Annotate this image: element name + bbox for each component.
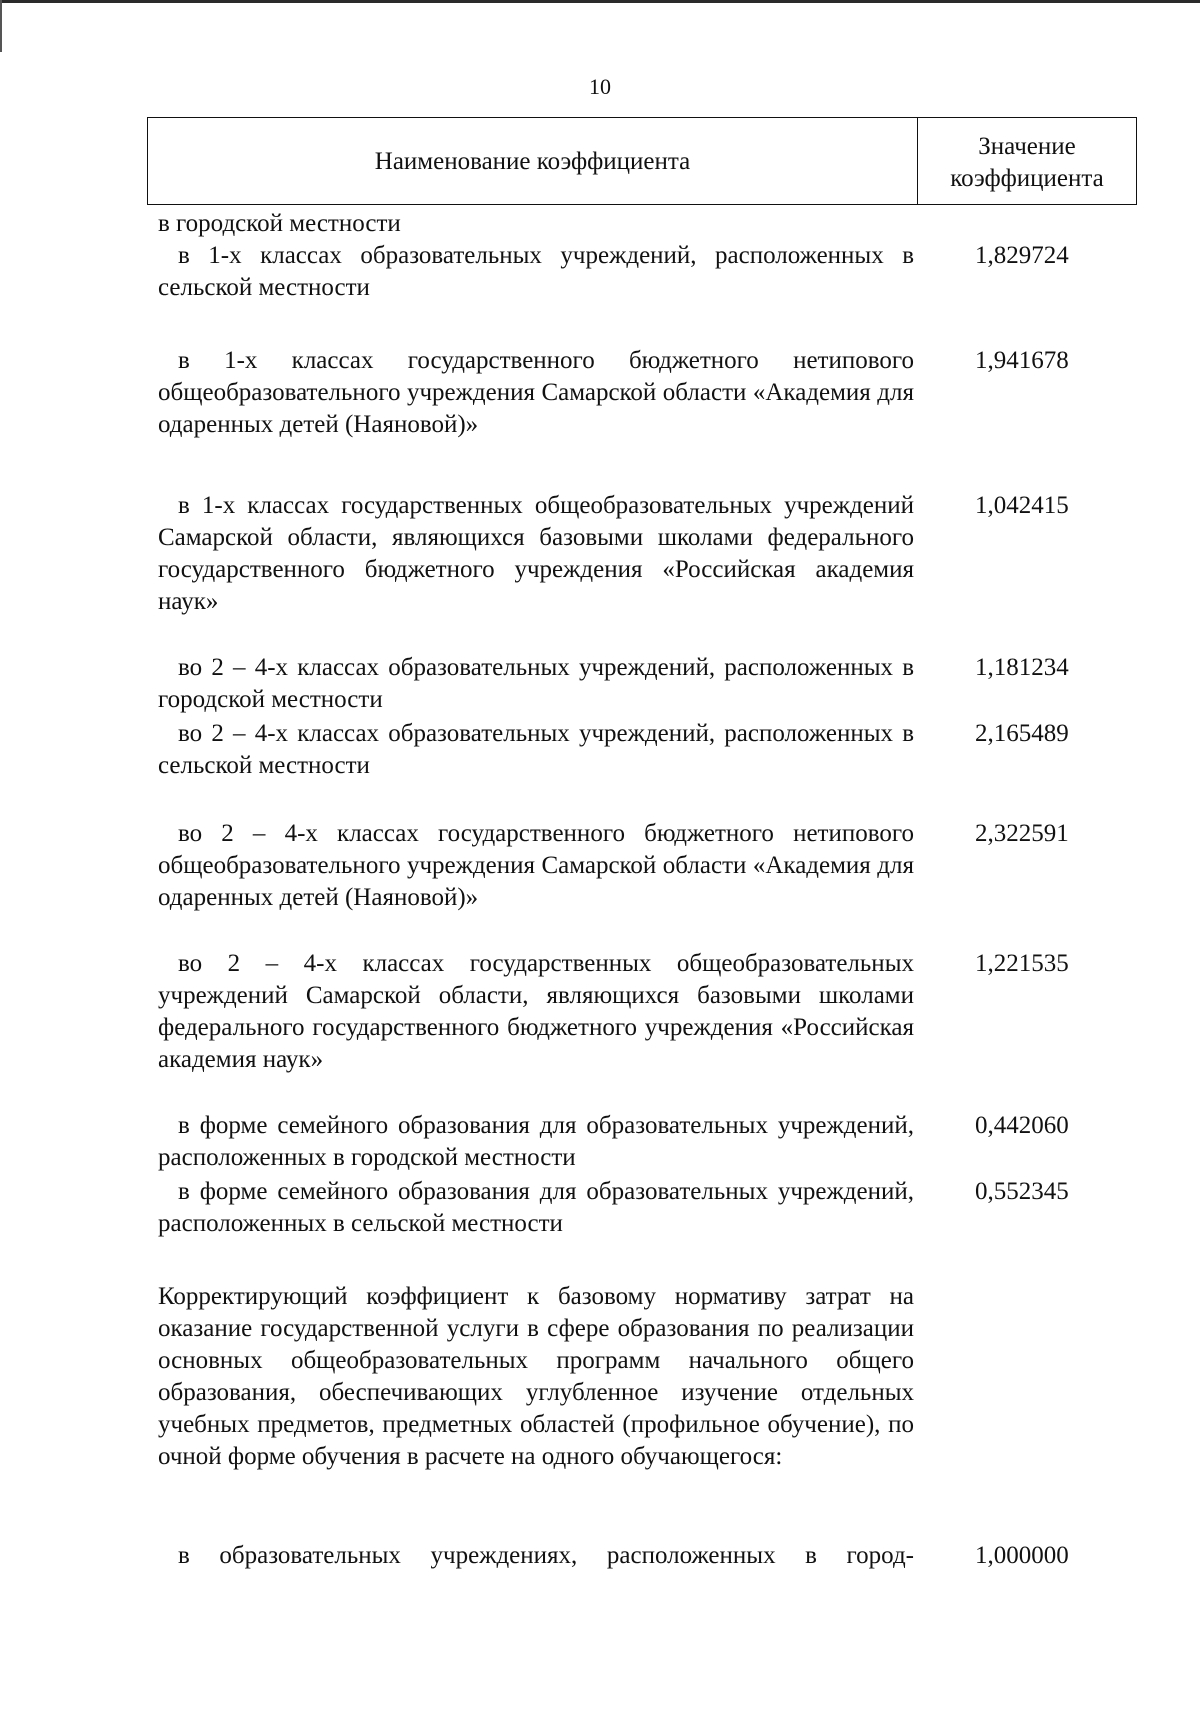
table-row-text: во 2 – 4-х классах государственных общеобразовательных учреждений Самарской области, являющихся базовыми школами федерального государственного бюджетного учреждения «Российская академия наук»	[158, 950, 914, 1073]
table-row-value: 2,322591	[975, 820, 1069, 847]
table-row-text: во 2 – 4-х классах образовательных учреждений, расположенных в городской местности	[158, 654, 914, 713]
section-paragraph: Корректирующий коэффициент к базовому нормативу затрат на оказание государственной услуги в сфере образования по реализации основных общеобразовательных программ начального общего образования, обеспечивающих углубленное изучение отдельных учебных предметов, предметных областей (профильное обучение), по очной форме обучения в расчете на одного обучающегося:	[158, 1283, 914, 1470]
table-row-text: в 1-х классах государственного бюджетного нетипового общеобразовательного учреждения Самарской области «Академия для одаренных детей (Наяновой)»	[158, 347, 914, 438]
table-header	[147, 117, 1137, 205]
table-row-text: во 2 – 4-х классах образовательных учреждений, расположенных в сельской местности	[158, 720, 914, 779]
header-value-label-line1: Значение	[978, 132, 1076, 160]
table-row-value: 0,442060	[975, 1112, 1069, 1139]
table-row-text: в городской местности	[158, 210, 401, 237]
table-row-text: в форме семейного образования для образовательных учреждений, расположенных в городской местности	[158, 1112, 914, 1171]
page-number: 10	[589, 74, 611, 99]
table-row-text: в форме семейного образования для образовательных учреждений, расположенных в сельской местности	[158, 1178, 914, 1237]
table-row-value: 2,165489	[975, 720, 1069, 747]
table-row-text: в образовательных учреждениях, расположенных в город-	[178, 1542, 914, 1569]
table-row-text: в 1-х классах образовательных учреждений, расположенных в сельской местности	[158, 242, 914, 301]
table-row-value: 1,042415	[975, 492, 1069, 519]
table-row-value: 0,552345	[975, 1178, 1069, 1205]
header-value-label-line2: коэффициента	[950, 164, 1104, 192]
table-row-value: 1,941678	[975, 347, 1069, 374]
header-name-label: Наименование коэффициента	[374, 147, 691, 175]
table-row-value: 1,000000	[975, 1542, 1069, 1569]
header-name-cell	[148, 118, 918, 205]
scan-edge-top	[0, 0, 1200, 3]
table-row-value: 1,221535	[975, 950, 1069, 977]
table-row-value: 1,829724	[975, 242, 1069, 269]
table-header-divider	[147, 204, 1137, 205]
table-row-value: 1,181234	[975, 654, 1069, 681]
table-row-text: во 2 – 4-х классах государственного бюджетного нетипового общеобразовательного учреждения Самарской области «Академия для одаренных детей (Наяновой)»	[158, 820, 914, 911]
header-value-cell	[918, 118, 1136, 205]
table-row-text: в 1-х классах государственных общеобразовательных учреждений Самарской области, являющихся базовыми школами федерального государственного бюджетного учреждения «Российская академия наук»	[158, 492, 914, 615]
scan-edge-left	[0, 0, 2, 52]
